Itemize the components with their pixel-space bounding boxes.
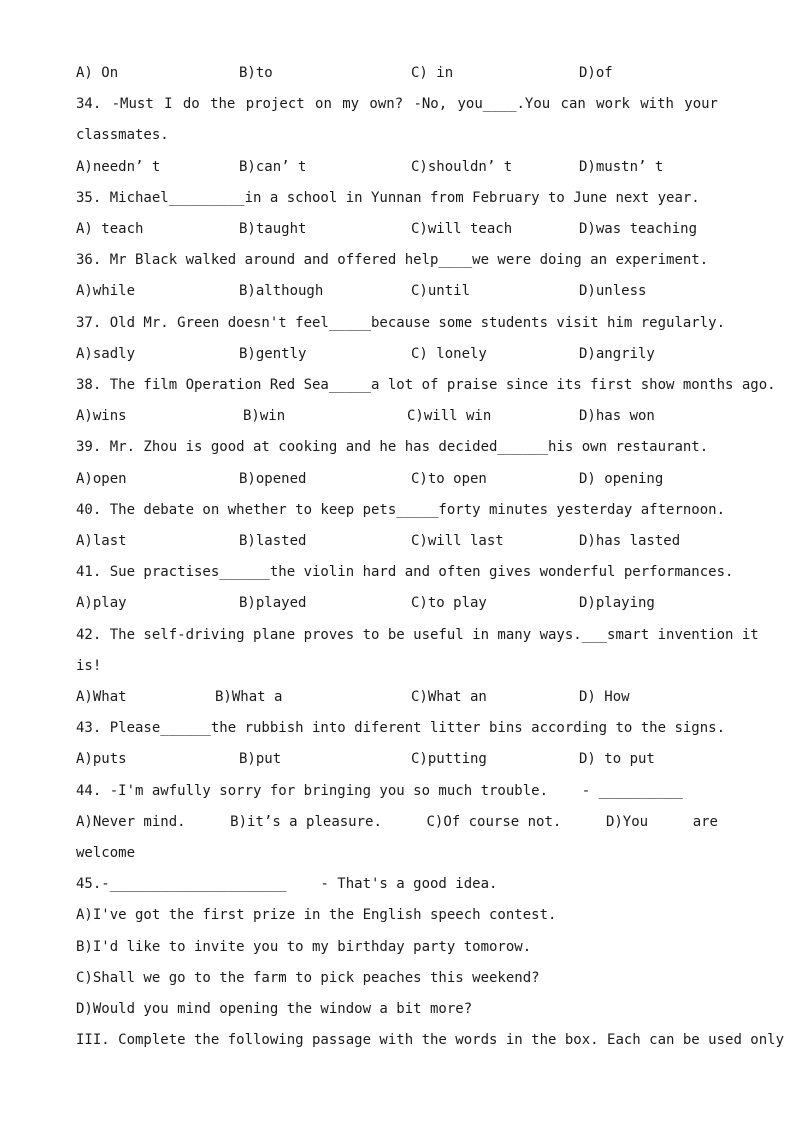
- answer-option: C)will teach: [411, 221, 513, 237]
- answer-option: B)although: [239, 283, 324, 299]
- answer-option: A)sadly: [76, 346, 136, 362]
- text-line: 39. Mr. Zhou is good at cooking and he has decided______his own restaurant.: [76, 439, 709, 455]
- answer-option: B)opened: [239, 471, 307, 487]
- word: my: [342, 96, 360, 112]
- answer-options: [76, 748, 718, 770]
- answer-option: B)put: [239, 751, 282, 767]
- word: 34.: [76, 96, 102, 112]
- word: B)it’s a pleasure.: [230, 814, 382, 830]
- answer-options: [76, 405, 718, 427]
- answer-option: D)has won: [579, 408, 655, 424]
- word: own?: [369, 96, 404, 112]
- answer-options: [76, 686, 718, 708]
- answer-option: A) On: [76, 65, 119, 81]
- word: the: [210, 96, 236, 112]
- word: -Must: [111, 96, 154, 112]
- word: do: [182, 96, 200, 112]
- answer-option: A)puts: [76, 751, 127, 767]
- text-line: 44. -I'm awfully sorry for bringing you so much trouble. - __________: [76, 783, 683, 799]
- answer-option: B)win: [243, 408, 286, 424]
- answer-option: B)What a: [215, 689, 283, 705]
- text-line: D)Would you mind opening the window a bit more?: [76, 1001, 473, 1017]
- answer-options: [76, 343, 718, 365]
- answer-option: C) lonely: [411, 346, 487, 362]
- answer-option: C)will last: [411, 533, 504, 549]
- word: your: [684, 96, 718, 112]
- answer-option: A)while: [76, 283, 136, 299]
- word: you____.You: [457, 96, 551, 112]
- text-line: 36. Mr Black walked around and offered help____we were doing an experiment.: [76, 252, 709, 268]
- answer-option: A) teach: [76, 221, 144, 237]
- answer-option: D)unless: [579, 283, 647, 299]
- answer-option: C)to play: [411, 595, 487, 611]
- answer-option: C) in: [411, 65, 454, 81]
- answer-option: B)played: [239, 595, 307, 611]
- text-line: welcome: [76, 845, 136, 861]
- answer-options: [76, 592, 718, 614]
- text-line: 42. The self-driving plane proves to be useful in many ways.___smart invention it: [76, 627, 759, 643]
- answer-option: D)angrily: [579, 346, 655, 362]
- text-line: 37. Old Mr. Green doesn't feel_____because some students visit him regularly.: [76, 315, 726, 331]
- word: on: [315, 96, 332, 112]
- text-line: 40. The debate on whether to keep pets_____forty minutes yesterday afternoon.: [76, 502, 726, 518]
- answer-options: [76, 530, 718, 552]
- answer-option: C)to open: [411, 471, 487, 487]
- word: can: [560, 96, 586, 112]
- answer-option: D) to put: [579, 751, 655, 767]
- answer-option: A)needn’ t: [76, 159, 161, 175]
- text-line: III. Complete the following passage with the words in the box. Each can be used only: [76, 1032, 785, 1048]
- text-line: 45.-_____________________ - That's a good idea.: [76, 876, 498, 892]
- answer-option: B)to: [239, 65, 273, 81]
- word: are: [692, 814, 718, 830]
- answer-option: A)last: [76, 533, 127, 549]
- answer-option: B)can’ t: [239, 159, 307, 175]
- answer-option: D)playing: [579, 595, 655, 611]
- answer-option: D) opening: [579, 471, 664, 487]
- text-line: A)I've got the first prize in the English speech contest.: [76, 907, 557, 923]
- text-line: classmates.: [76, 127, 169, 143]
- word: D)You: [605, 814, 649, 830]
- answer-option: B)lasted: [239, 533, 307, 549]
- text-line: 38. The film Operation Red Sea_____a lot of praise since its first show months ago.: [76, 377, 776, 393]
- text-line-justified: [76, 811, 718, 833]
- word: -No,: [413, 96, 448, 112]
- text-line: C)Shall we go to the farm to pick peaches this weekend?: [76, 970, 540, 986]
- text-line-justified: [76, 93, 718, 115]
- answer-option: A)play: [76, 595, 127, 611]
- answer-option: C)putting: [411, 751, 487, 767]
- text-line: 43. Please______the rubbish into diferent litter bins according to the signs.: [76, 720, 726, 736]
- answer-option: D)of: [579, 65, 613, 81]
- word: C)Of course not.: [426, 814, 562, 830]
- text-line: 41. Sue practises______the violin hard and often gives wonderful performances.: [76, 564, 734, 580]
- answer-options: [76, 218, 718, 240]
- answer-option: C)shouldn’ t: [411, 159, 513, 175]
- text-line: B)I'd like to invite you to my birthday party tomorow.: [76, 939, 532, 955]
- answer-option: D)mustn’ t: [579, 159, 664, 175]
- answer-option: A)wins: [76, 408, 127, 424]
- answer-option: B)taught: [239, 221, 307, 237]
- answer-options: [76, 156, 718, 178]
- answer-option: D)has lasted: [579, 533, 681, 549]
- answer-option: C)until: [411, 283, 471, 299]
- word: work: [596, 96, 630, 112]
- answer-options: [76, 62, 718, 84]
- word: with: [640, 96, 674, 112]
- answer-option: B)gently: [239, 346, 307, 362]
- answer-option: C)What an: [411, 689, 487, 705]
- answer-option: A)What: [76, 689, 127, 705]
- answer-option: C)will win: [407, 408, 492, 424]
- word: A)Never mind.: [76, 814, 186, 830]
- answer-option: D)was teaching: [579, 221, 698, 237]
- answer-option: A)open: [76, 471, 127, 487]
- text-line: is!: [76, 658, 102, 674]
- answer-options: [76, 468, 718, 490]
- text-line: 35. Michael_________in a school in Yunnan from February to June next year.: [76, 190, 700, 206]
- word: project: [245, 96, 305, 112]
- answer-options: [76, 280, 718, 302]
- word: I: [164, 96, 173, 112]
- answer-option: D) How: [579, 689, 630, 705]
